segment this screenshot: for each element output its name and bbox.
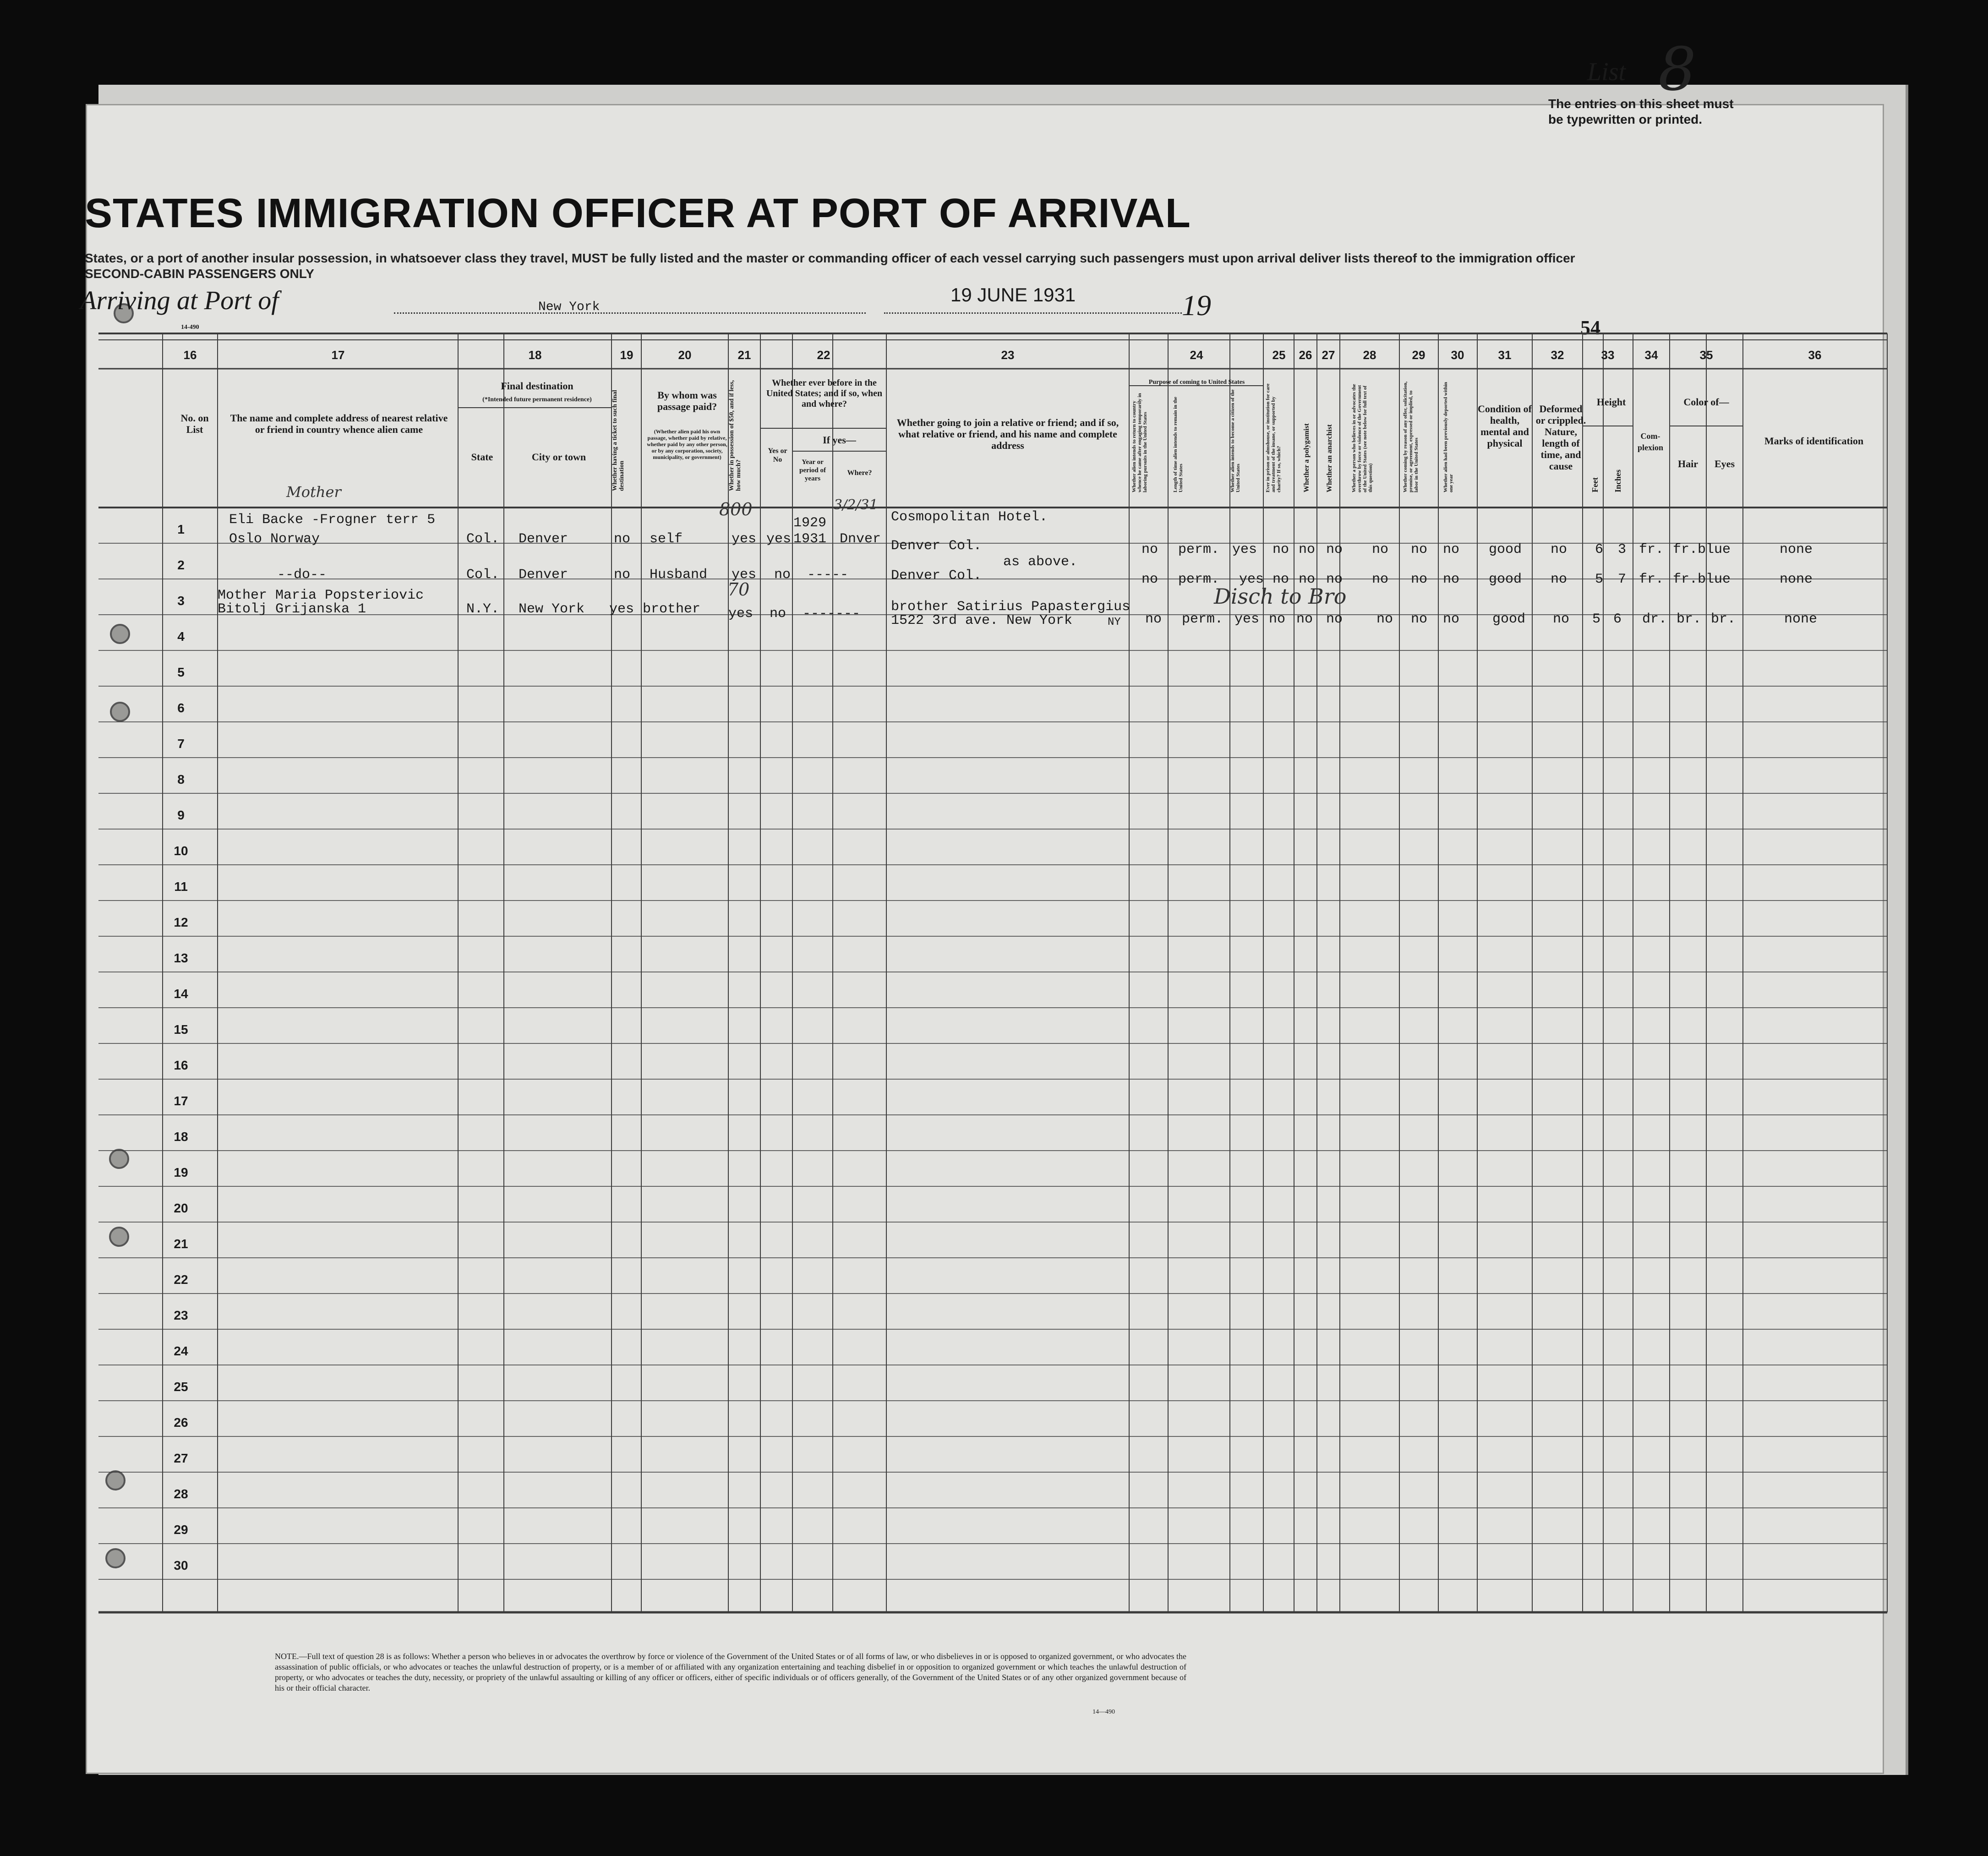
- header-state: State: [471, 451, 493, 463]
- health-cell: good: [1492, 611, 1526, 627]
- header-height: Height: [1596, 396, 1626, 408]
- row-number: 11: [174, 879, 188, 894]
- marks-cell: none: [1780, 572, 1813, 587]
- row-number: 27: [174, 1451, 188, 1465]
- return-cell: no: [1145, 611, 1162, 627]
- labor-cell: no: [1411, 611, 1428, 627]
- column-number: 24: [1190, 348, 1203, 362]
- column-number: 23: [1001, 348, 1015, 362]
- before-cell: yes: [766, 531, 792, 547]
- inches-cell: 6: [1613, 611, 1622, 627]
- header-final-destination: Final destination: [501, 380, 573, 392]
- eyes-cell: br.: [1711, 611, 1736, 627]
- join-line-1: as above.: [1003, 554, 1078, 570]
- ticket-cell: no: [614, 567, 631, 583]
- join-line-2: Denver Col.: [891, 568, 982, 584]
- anarchist-cell: no: [1326, 542, 1343, 557]
- health-cell: good: [1489, 542, 1522, 557]
- form-code: 14—490: [1092, 1709, 1115, 1715]
- deformed-cell: no: [1551, 572, 1567, 587]
- feet-cell: 5: [1595, 572, 1604, 587]
- join-state-cell: NY: [1108, 616, 1121, 628]
- column-number: 36: [1808, 348, 1822, 362]
- header-join-relative: Whether going to join a relative or friend; and if so, what relative or friend, and his name and complete address: [896, 417, 1119, 451]
- footnote-question-28: NOTE.—Full text of question 28 is as follows: Whether a person who believes in or advocates the overthrow by force or violence of the Government of the United States or of all forms of law, or who disbelieves in or is opposed to organized government, or who advocates the assassination of public officials, or who advocates or teaches the unlawful destruction of property, or is a member of or affiliated with any organization entertaining and teaching disbelief in or opposition to organized government or which teaches the unlawful destruction of property, or who advocates or teaches the duty, necessity, or propriety of the unlawful assaulting or killing of any officer or officers, either of specific individuals or of officers generally, of the Government of the United States or of any other organized government because of his or their official character.: [275, 1652, 1186, 1692]
- row-number: 4: [177, 629, 185, 644]
- state-cell: N.Y.: [466, 601, 500, 617]
- before-cell: no: [770, 606, 786, 622]
- row-number: 13: [174, 951, 188, 965]
- deformed-cell: no: [1553, 611, 1570, 627]
- overthrow-cell: no: [1372, 542, 1389, 557]
- row-number: 21: [174, 1237, 188, 1251]
- row-number: 16: [174, 1058, 188, 1072]
- row-number: 2: [177, 558, 185, 572]
- column-number: 18: [528, 348, 542, 362]
- list-label: List: [1587, 58, 1626, 86]
- column-number: 25: [1272, 348, 1286, 362]
- deformed-cell: no: [1551, 542, 1567, 557]
- header-money: Whether in possession of $50, and if less, how much?: [728, 380, 742, 491]
- row-number: 3: [177, 594, 185, 608]
- feet-cell: 5: [1592, 611, 1601, 627]
- complexion-cell: fr.: [1639, 572, 1664, 587]
- paid-by-cell: self: [650, 531, 683, 547]
- city-cell: New York: [519, 601, 585, 617]
- column-number: 31: [1498, 348, 1512, 362]
- row-number: 15: [174, 1022, 188, 1037]
- entries-note-line-2: be typewritten or printed.: [1548, 112, 1703, 126]
- citizen-cell: yes: [1234, 611, 1260, 627]
- row-number: 23: [174, 1308, 188, 1322]
- citizen-cell: yes: [1239, 572, 1264, 587]
- row-number: 9: [177, 808, 185, 822]
- deported-cell: no: [1443, 542, 1460, 557]
- inches-cell: 7: [1618, 572, 1627, 587]
- header-where: Where?: [847, 469, 872, 477]
- column-number: 16: [183, 348, 197, 362]
- return-cell: no: [1141, 572, 1158, 587]
- header-ticket: Whether having a ticket to such final destination: [612, 390, 625, 491]
- column-number: 19: [620, 348, 634, 362]
- row-number: 17: [174, 1094, 188, 1108]
- citizen-cell: yes: [1232, 542, 1257, 557]
- relation-note: Mother: [286, 483, 341, 501]
- date-stamp: 19 JUNE 1931: [950, 284, 1076, 306]
- header-purpose: Purpose of coming to United States: [1148, 379, 1245, 386]
- inches-cell: 3: [1618, 542, 1627, 557]
- row-number: 28: [174, 1487, 188, 1501]
- state-cell: Col.: [466, 531, 500, 547]
- length-cell: perm.: [1178, 572, 1220, 587]
- where-cell: Dnver: [840, 531, 881, 547]
- header-purpose-citizen: Whether alien intends to become a citizen of the United States: [1230, 389, 1241, 492]
- hair-eyes-cell: fr.blue: [1673, 542, 1731, 557]
- row-number: 12: [174, 915, 188, 929]
- city-cell: Denver: [519, 531, 568, 547]
- hair-cell: br.: [1677, 611, 1702, 627]
- header-no-on-list: No. on List: [180, 412, 209, 435]
- ticket-cell: no: [614, 531, 631, 547]
- column-number: 30: [1451, 348, 1464, 362]
- header-hair: Hair: [1678, 458, 1698, 469]
- length-cell: perm.: [1178, 542, 1220, 557]
- header-eyes: Eyes: [1715, 458, 1735, 469]
- row-number: 24: [174, 1344, 188, 1358]
- row-number: 14: [174, 987, 188, 1001]
- header-deformed: Deformed or crippled. Nature, length of time, and cause: [1535, 403, 1586, 472]
- state-cell: Col.: [466, 567, 500, 583]
- header-marks: Marks of identification: [1764, 435, 1864, 447]
- length-cell: perm.: [1182, 611, 1223, 627]
- column-number: 27: [1322, 348, 1335, 362]
- money-cell: yes: [732, 531, 757, 547]
- row-number: 7: [177, 737, 185, 751]
- page-number: 54: [1580, 317, 1600, 339]
- header-purpose-return: Whether alien intends to return to country whence he came after engaging temporarily in laboring pursuits in the United States: [1131, 393, 1148, 492]
- column-number: 35: [1699, 348, 1713, 362]
- header-feet: Feet: [1590, 477, 1600, 492]
- polygamist-cell: no: [1296, 611, 1313, 627]
- header-year: Year or period of years: [799, 459, 826, 482]
- header-deported: Whether alien had been previously deported within one year: [1443, 382, 1454, 492]
- before-cell: no: [774, 567, 791, 583]
- column-number: 20: [678, 348, 692, 362]
- header-overthrow: Whether a person who believes in or advocates the overthrow by force or violence of the Government of the United States (see note below for full text of this question): [1351, 384, 1373, 492]
- health-cell: good: [1489, 572, 1522, 587]
- entries-note-line-1: The entries on this sheet must: [1548, 97, 1734, 111]
- column-number: 34: [1644, 348, 1658, 362]
- join-line-2: Denver Col.: [891, 538, 982, 554]
- column-number: 33: [1601, 348, 1615, 362]
- anarchist-cell: no: [1326, 611, 1343, 627]
- prison-cell: no: [1269, 611, 1286, 627]
- polygamist-cell: no: [1299, 542, 1316, 557]
- money-cell: yes: [732, 567, 757, 583]
- ticket-cell: yes: [609, 601, 634, 617]
- header-final-destination-note: (*Intended future permanent residence): [482, 396, 592, 403]
- row-number: 19: [174, 1165, 188, 1179]
- where-note: 3/2/31: [834, 497, 878, 513]
- relative-line-1: Eli Backe -Frogner terr 5: [229, 512, 436, 528]
- polygamist-cell: no: [1299, 572, 1316, 587]
- row-number: 1: [177, 522, 185, 536]
- join-line-2: 1522 3rd ave. New York: [891, 613, 1073, 628]
- form-code-top: 14-490: [181, 324, 199, 331]
- header-if-yes: If yes—: [823, 434, 856, 446]
- year-1-cell: 1929: [793, 515, 827, 531]
- header-passage-paid-note: (Whether alien paid his own passage, whether paid by relative, whether paid by any other person, or by any corporation, society, municipality, or government): [647, 428, 727, 460]
- row-number: 29: [174, 1523, 188, 1537]
- relative-line-2: Bitolj Grijanska 1: [218, 601, 366, 617]
- column-number: 32: [1551, 348, 1564, 362]
- year-prefix: 19: [1182, 289, 1211, 322]
- prison-cell: no: [1273, 572, 1289, 587]
- overthrow-cell: no: [1376, 611, 1393, 627]
- column-number: 26: [1299, 348, 1312, 362]
- row-number: 10: [174, 844, 188, 858]
- feet-cell: 6: [1595, 542, 1604, 557]
- year-1-cell: -------: [803, 606, 861, 622]
- column-number: 21: [737, 348, 751, 362]
- header-prison: Ever in prison or almshouse, or institution for care and treatment of the insane, or supported by charity? If so, which?: [1265, 383, 1282, 492]
- header-polygamist: Whether a polygamist: [1303, 423, 1311, 492]
- header-complexion: Com-plexion: [1637, 431, 1663, 452]
- row-number: 26: [174, 1415, 188, 1430]
- year-2-cell: 1931: [793, 531, 827, 547]
- arriving-label: Arriving at Port of: [80, 285, 279, 315]
- join-line-1: brother Satirius Papastergius: [891, 599, 1131, 615]
- row-number: 8: [177, 772, 185, 786]
- header-color-of: Color of—: [1683, 396, 1729, 408]
- subtitle-class: SECOND-CABIN PASSENGERS ONLY: [85, 267, 314, 281]
- port-value: New York: [538, 300, 600, 314]
- paid-by-cell: brother: [643, 601, 701, 617]
- complexion-cell: dr.: [1642, 611, 1667, 627]
- header-city: City or town: [531, 451, 586, 463]
- row-number: 22: [174, 1272, 188, 1287]
- column-number: 28: [1363, 348, 1376, 362]
- row-number: 18: [174, 1130, 188, 1144]
- header-ever-before: Whether ever before in the United States; and if so, when and where?: [766, 378, 883, 409]
- header-relative-address: The name and complete address of nearest relative or friend in country whence alien came: [230, 412, 448, 435]
- header-purpose-length: Length of time alien intends to remain in the United States: [1173, 397, 1184, 492]
- deported-cell: no: [1443, 572, 1460, 587]
- prison-cell: no: [1273, 542, 1289, 557]
- row-number: 30: [174, 1558, 188, 1572]
- marks-cell: none: [1784, 611, 1818, 627]
- money-note: 70: [727, 579, 750, 600]
- header-health: Condition of health, mental and physical: [1478, 403, 1532, 449]
- relative-line-1: Mother Maria Popsteriovic: [218, 588, 424, 603]
- city-cell: Denver: [519, 567, 568, 583]
- join-line-1: Cosmopolitan Hotel.: [891, 509, 1048, 525]
- row-number: 25: [174, 1380, 188, 1394]
- paid-by-cell: Husband: [650, 567, 708, 583]
- year-1-cell: -----: [807, 567, 849, 583]
- row-number: 6: [177, 701, 185, 715]
- header-inches: Inches: [1613, 469, 1622, 492]
- header-yes-no: Yes or No: [768, 447, 787, 464]
- header-labor: Whether coming by reason of any offer, solicitation, promise, or agreement, expressed or implied, to labor in the United States: [1403, 381, 1419, 492]
- handwritten-disposition: Disch to Bro: [1214, 584, 1347, 609]
- hair-eyes-cell: fr.blue: [1673, 572, 1731, 587]
- row-number: 5: [177, 665, 185, 679]
- overthrow-cell: no: [1372, 572, 1389, 587]
- list-number: 8: [1658, 34, 1696, 104]
- page-title: STATES IMMIGRATION OFFICER AT PORT OF ARRIVAL: [85, 191, 1191, 236]
- deported-cell: no: [1443, 611, 1460, 627]
- relative-line-2: Oslo Norway: [229, 531, 320, 547]
- labor-cell: no: [1411, 572, 1428, 587]
- relative-line-1: --do--: [277, 567, 327, 583]
- return-cell: no: [1141, 542, 1158, 557]
- labor-cell: no: [1411, 542, 1428, 557]
- subtitle-instructions: States, or a port of another insular possession, in whatsoever class they travel, MUST be fully listed and the master or commanding officer of each vessel carrying such passengers must upon arrival deliver lists thereof to the immigration officer: [85, 251, 1575, 265]
- header-passage-paid: By whom was passage paid?: [657, 389, 717, 412]
- row-number: 20: [174, 1201, 188, 1215]
- marks-cell: none: [1780, 542, 1813, 557]
- complexion-cell: fr.: [1639, 542, 1664, 557]
- column-number: 17: [331, 348, 345, 362]
- money-cell: yes: [728, 606, 754, 622]
- money-note: 800: [719, 499, 753, 519]
- anarchist-cell: no: [1326, 572, 1343, 587]
- column-number: 29: [1412, 348, 1425, 362]
- header-anarchist: Whether an anarchist: [1326, 424, 1333, 492]
- column-number: 22: [817, 348, 830, 362]
